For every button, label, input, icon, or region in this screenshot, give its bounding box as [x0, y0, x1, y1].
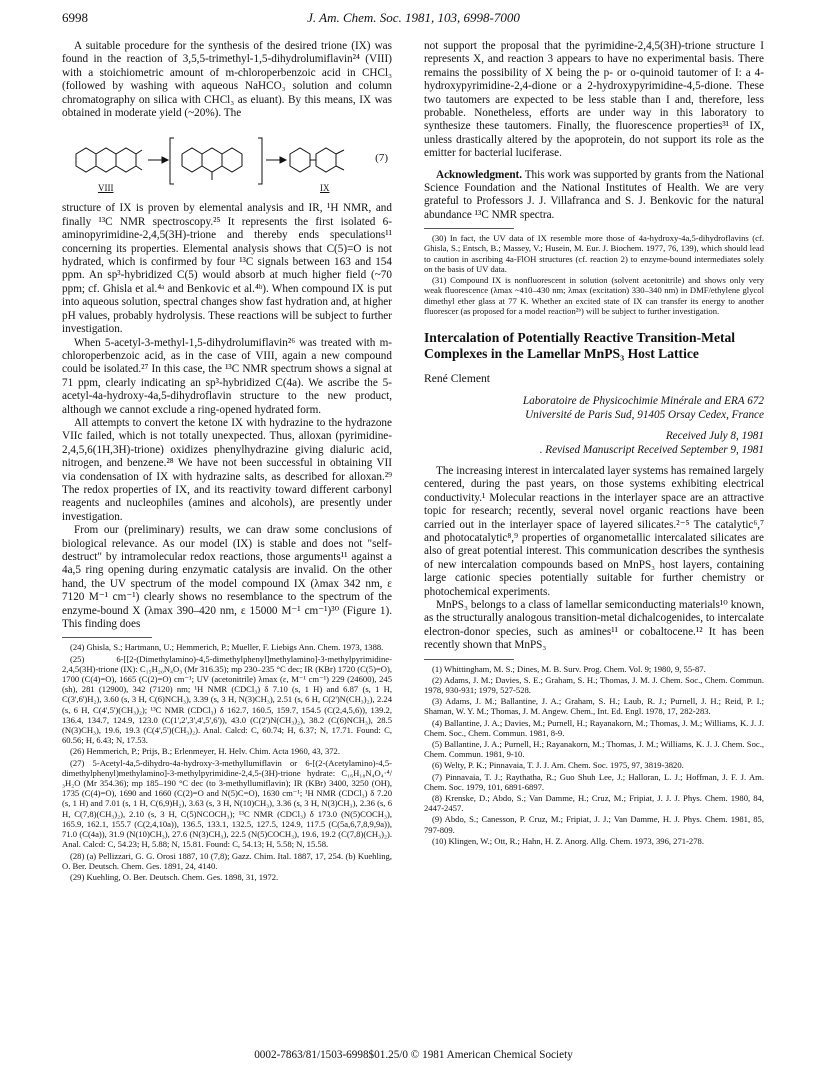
footnote: (6) Welty, P. K.; Pinnavaia, T. J. J. Am. Chem. Soc. 1975, 97, 3819-3820. [432, 760, 684, 771]
affiliation-line: Laboratoire de Physicochimie Minérale and ERA 672 [522, 395, 764, 408]
footnote: (30) In fact, the UV data of IX resemble more those of 4a-hydroxy-4a,5-dihydroflavins (cf. Ghisla, S.; Entsch, B.; Massey, V.; Husein, M. Eur. J. Biochem. 1977, 76, 139), which should lead to caution in ascribing 4a-FlOH structures (cf. reaction 2) to enzyme-bound intermediates solely on the basis of UV data. [424, 233, 764, 274]
page-number: 6998 [62, 10, 88, 25]
compound-label-ix: IX [320, 183, 330, 194]
footnote: (26) Hemmerich, P.; Prijs, B.; Erlenmeyer, H. Helv. Chim. Acta 1960, 43, 372. [70, 746, 341, 757]
footnote-rule [424, 659, 514, 660]
paragraph: not support the proposal that the pyrimidine-2,4,5(3H)-trione structure I represents X, and reaction 3 appears to have no experimental basis. There remains the possibility of X being the p- or o-quinoid tautomer of I: a 4-hydroxypyrimidine-2,4-dione or a 2-hydroxypyrimidine-4,5-dione. These two tautomers are expected to be less stable than I and, therefore, less probable. Nonetheless, efforts are under way in this laboratory to synthesize these tautomers. Finally, the fluorescence properties³¹ of IX, unless drastically altered by the apoprotein, do not support its role as the emitter for bacterial luciferase. [424, 40, 764, 160]
footnote-rule [424, 228, 514, 229]
page-footer: 0002-7863/81/1503-6998$01.25/0 © 1981 American Chemical Society [254, 1049, 573, 1061]
paragraph: When 5-acetyl-3-methyl-1,5-dihydrolumiflavin²⁶ was treated with m-chloroperbenzoic acid, as in the case of VIII, again a new compound could be isolated.²⁷ In this case, the ¹³C NMR spectrum shows a signal at 71 ppm, clearly indicating an sp³-hybridized C(4a). We ascribe the 5-acetyl-4a-hydroxy-4a,5-dihydroflavin structure to the new product, although we cannot exclude a ring-opened hydrated form. [62, 336, 392, 416]
footnote: (27) 5-Acetyl-4a,5-dihydro-4a-hydroxy-3-methyllumiflavin or 6-[(2-(Acetylamino)-4,5-dimethylphenyl)methylamino]-3-methylpyrimidine-2,4,5-(3H)-trione hydrate: C₁₆H₁₈N₄O₄·⁴/₃H₂O (Mr 354.36); mp 185–190 °C dec (to 3-methyllumiflavin); IR (KBr) 3400, 3250 (OH), 1735 (C(4)=O), 1690 and 1660 (C(2)=O and N(5)C=O), 1630 cm⁻¹; ¹H NMR (CDCl₃) δ 7.20 (s, 1 H) and 7.01 (s, 1 H, C(6,9)H₂), 3.63 (s, 3 H, N(10)CH₃), 3.36 (s, 3 H, N(3)CH₃), 2.36 (s, 6 H, C(7,8)(CH₃)₂), 2.10 (s, 3 H, C(5)NCOCH₃); ¹³C NMR (CDCl₃) δ 173.0 (N(5)COCH₃), 165.9, 162.1, 155.7 (C(2,4,10a)), 136.5, 133.1, 132.5, 127.5, 124.9, 117.5 (C(5a,6,7,8,9,9a)), 71.0 (C(4a)), 31.9 (N(10)CH₃), 27.6 (N(3)CH₃), 22.5 (N(5)COCH₃), 19.6, 19.2 (C(7,8)(CH₃)₂). Anal. Calcd: C, 54.23; H, 5.88; N, 15.81. Found: C, 54.13; H, 5.58; N, 15.58. [62, 757, 392, 850]
received-date: Received July 8, 1981 [665, 430, 764, 443]
reaction-scheme [62, 126, 392, 194]
article-author: René Clement [424, 371, 491, 385]
paragraph: structure of IX is proven by elemental analysis and IR, ¹H NMR, and finally ¹³C NMR spectroscopy.²⁵ It represents the first isolated 6-aminopyrimidine-2,4,5(3H)-trione and thereby ends speculations¹¹ concerning its properties. Elemental analysis shows that C(5)=O is not hydrated, which is confirmed by four ¹³C signals between 163 and 154 ppm. An sp³-hybridized C(5) would absorb at much higher field (~70 ppm; cf. Ghisla et al.⁴ᵃ and Benkovic et al.⁴ᵇ). When compound IX is put into aqueous solution, spectral changes show fast hydration and, at higher pH values, probably hydrolysis. These reactions will be subject to further investigation. [62, 202, 392, 336]
footnote: (29) Kuehling, O. Ber. Deutsch. Chem. Ges. 1898, 31, 1972. [70, 871, 279, 882]
footnote-rule [62, 637, 152, 638]
footnote: (25) 6-[[2-(Dimethylamino)-4,5-dimethylphenyl]methylamino]-3-methylpyrimidine-2,4,5(3H)-trione (IX): C₁₅H₂₀N₄O₃ (Mr 316.35); mp 230–235 °C dec; IR (KBr) 1720 (C(5)=O), 1700 (C(4)=O), 1665 (C(2)=O) cm⁻¹; UV (acetonitrile) λmax (ε, M⁻¹ cm⁻¹) 229 (24600), 245 (sh), 281 (12900), 342 (7120) nm; ¹H NMR (CDCl₃) δ 7.10 (s, 1 H) and 6.87 (s, 1 H, C(3',6')H₂), 3.60 (s, 3 H, C(6)NCH₃), 3.39 (s, 3 H, N(3)CH₃), 2.51 (s, 6 H, C(2')N(CH₃)₂), 2.24 (s, 6 H, C(4',5')(CH₃)₂); ¹³C NMR (CDCl₃) δ 162.7, 160.5, 159.7, 154.5 (C(2,4,5,6)), 139.2, 136.4, 134.7, 124.9, 123.0 (C(1',2',3',4',5',6')), 43.0 (C(2')N(CH₃)₂), 38.2 (C(6)NCH₃), 28.5 (N(3)CH₃), 19.6, 19.3 (C(4',5')(CH₃)₂). Anal. Calcd: C, 60.74; H, 6.37; N, 17.71. Found: C, 60.56; H, 6.43; N, 17.53. [62, 653, 392, 746]
paragraph: MnPS₃ belongs to a class of lamellar semiconducting materials¹⁰ known, as the structurally analogous transition-metal dichalcogenides, to intercalate electron-donor species, such as amines¹¹ or cobaltocene.¹² It has been recently shown that MnPS₃ [424, 599, 764, 652]
right-column [424, 40, 764, 847]
footnote: (7) Pinnavaia, T. J.; Raythatha, R.; Guo Shuh Lee, J.; Halloran, L. J.; Hoffman, J. F. J. Am. Chem. Soc. 1979, 101, 6891-6897. [424, 771, 764, 792]
paragraph: A suitable procedure for the synthesis of the desired trione (IX) was found in the reaction of 3,5,5-trimethyl-1,5-dihydrolumiflavin²⁴ (VIII) with a stoichiometric amount of m-chloroperbenzoic acid in CHCl₃ (followed by washing with aqueous NaHCO₃ solution and column chromatography on silica with CHCl₃ as eluant). By this means, IX was obtained in moderate yield (~20%). The [62, 40, 392, 120]
equation-number: (7) [375, 152, 388, 165]
footnote: (3) Adams, J. M.; Ballantine, J. A.; Graham, S. H.; Laub, R. J.; Purnell, J. H.; Reid, P. I.; Shaman, W. Y. M.; Thomas, J. M. Angew. Chem., Int. Ed. Engl. 1978, 17, 282-283. [424, 696, 764, 717]
footnote: (5) Ballantine, J. A.; Purnell, H.; Rayanakorn, M.; Thomas, J. M.; Williams, K. J. J. Chem. Soc., Chem. Commun. 1981, 9-10. [424, 739, 764, 760]
footnote: (10) Klingen, W.; Ott, R.; Hahn, H. Z. Anorg. Allg. Chem. 1973, 396, 271-278. [432, 835, 704, 846]
revised-date: . Revised Manuscript Received September 9, 1981 [539, 443, 764, 456]
acknowledgment-label: Acknowledgment. [436, 168, 523, 181]
journal-citation: J. Am. Chem. Soc. 1981, 103, 6998-7000 [307, 10, 520, 25]
acknowledgment [424, 169, 764, 223]
footnote: (31) Compound IX is nonfluorescent in solution (solvent acetonitrile) and shows only very weak fluorescence (λmax ~410–430 nm; λmax (excitation) 330–340 nm) in DMF/ethylene glycol dimethyl ether glass at 77 K. Whether an excited state of IX can transfer its energy to another fluorescer (as proposed for a model reaction²ᵇ) will be subject to further investigation. [424, 275, 764, 316]
footnote: (4) Ballantine, J. A.; Davies, M.; Purnell, H.; Rayanakorn, M.; Thomas, J. M.; Williams, K. J. J. Chem. Soc., Chem. Commun. 1981, 8-9. [424, 717, 764, 738]
article-title: Intercalation of Potentially Reactive Transition-Metal Complexes in the Lamellar MnPS₃ Host Lattice [424, 329, 736, 361]
left-column [62, 40, 392, 883]
paragraph: The increasing interest in intercalated layer systems has remained largely centered, during the past years, on those systems exhibiting electrical conductivity.¹ Molecular reactions in the interlayer space are an attractive topic for research; recently, several novel organic reactions have been carried out in the interlayer space of layered silicates.²⁻⁵ The catalytic⁶,⁷ and photocatalytic⁸,⁹ properties of organometallic intercalated silicates are also of great potential interest. This communication describes the synthesis of new intercalation compounds based on MnPS₃ host layers, containing large cationic species potentially suitable for further chemistry or photochemical experiments. [424, 464, 764, 598]
footnote: (24) Ghisla, S.; Hartmann, U.; Hemmerich, P.; Mueller, F. Liebigs Ann. Chem. 1973, 1388. [70, 642, 384, 653]
footnote: (1) Whittingham, M. S.; Dines, M. B. Surv. Prog. Chem. Vol. 9; 1980, 9, 55-87. [432, 663, 706, 674]
page-header [62, 10, 765, 30]
footnote: (8) Krenske, D.; Abdo, S.; Van Damme, H.; Cruz, M.; Fripiat, J. J. J. Phys. Chem. 1980, 84, 2447-2457. [424, 793, 764, 814]
paragraph: From our (preliminary) results, we can draw some conclusions of biological relevance. As our model (IX) is stable and does not "self-destruct" by intramolecular redox reactions, those arguments¹¹ against a 4a,5 ring opening during enzymatic catalysis are invalid. On the other hand, the UV spectrum of the model compound IX (λmax 342 nm, ε 7120 M⁻¹ cm⁻¹) clearly shows no resemblance to the spectrum of the enzyme-bound X (λmax 390–420 nm, ε 15000 M⁻¹ cm⁻¹)³⁰ (Figure 1). This finding does [62, 524, 392, 631]
footnote: (2) Adams, J. M.; Davies, S. E.; Graham, S. H.; Thomas, J. M. J. Chem. Soc., Chem. Commun. 1978, 930-931; 1979, 527-528. [424, 674, 764, 696]
footnote: (9) Abdo, S.; Canesson, P. Cruz, M.; Fripiat, J. J.; Van Damme, H. J. Phys. Chem. 1981, 85, 797-809. [424, 814, 764, 835]
compound-label-viii: VIII [98, 183, 114, 194]
acknowledgment-text: This work was supported by grants from the National Science Foundation and the National Institutes of Health. We are very grateful to Professors J. J. Villafranca and S. J. Benkovic for the natural abundance ¹³C NMR spectra. [424, 168, 764, 221]
footnote: (28) (a) Pellizzari, G. G. Orosi 1887, 10 (7,8); Gazz. Chim. Ital. 1887, 17, 254. (b) Kuehling, O. Ber. Deutsch. Chem. Ges. 1891, 24, 4140. [62, 850, 392, 871]
paragraph: All attempts to convert the ketone IX with hydrazine to the hydrazone VIIc failed, which is not totally unexpected. Thus, alloxan (pyrimidine-2,4,5,6(1H,3H)-trione) oxidizes phenylhydrazine giving dialuric acid, nitrogen, and benzene.²⁸ We have not been successful in obtaining VII via condensation of IX with hydrazine salts, as described for alloxan.²⁹ The redox properties of IX, and its reactivity toward different carbonyl reagents and nucleophiles (amines and alcohols), are presently under investigation. [62, 416, 392, 523]
affiliation-line: Université de Paris Sud, 91405 Orsay Cedex, France [525, 408, 764, 421]
